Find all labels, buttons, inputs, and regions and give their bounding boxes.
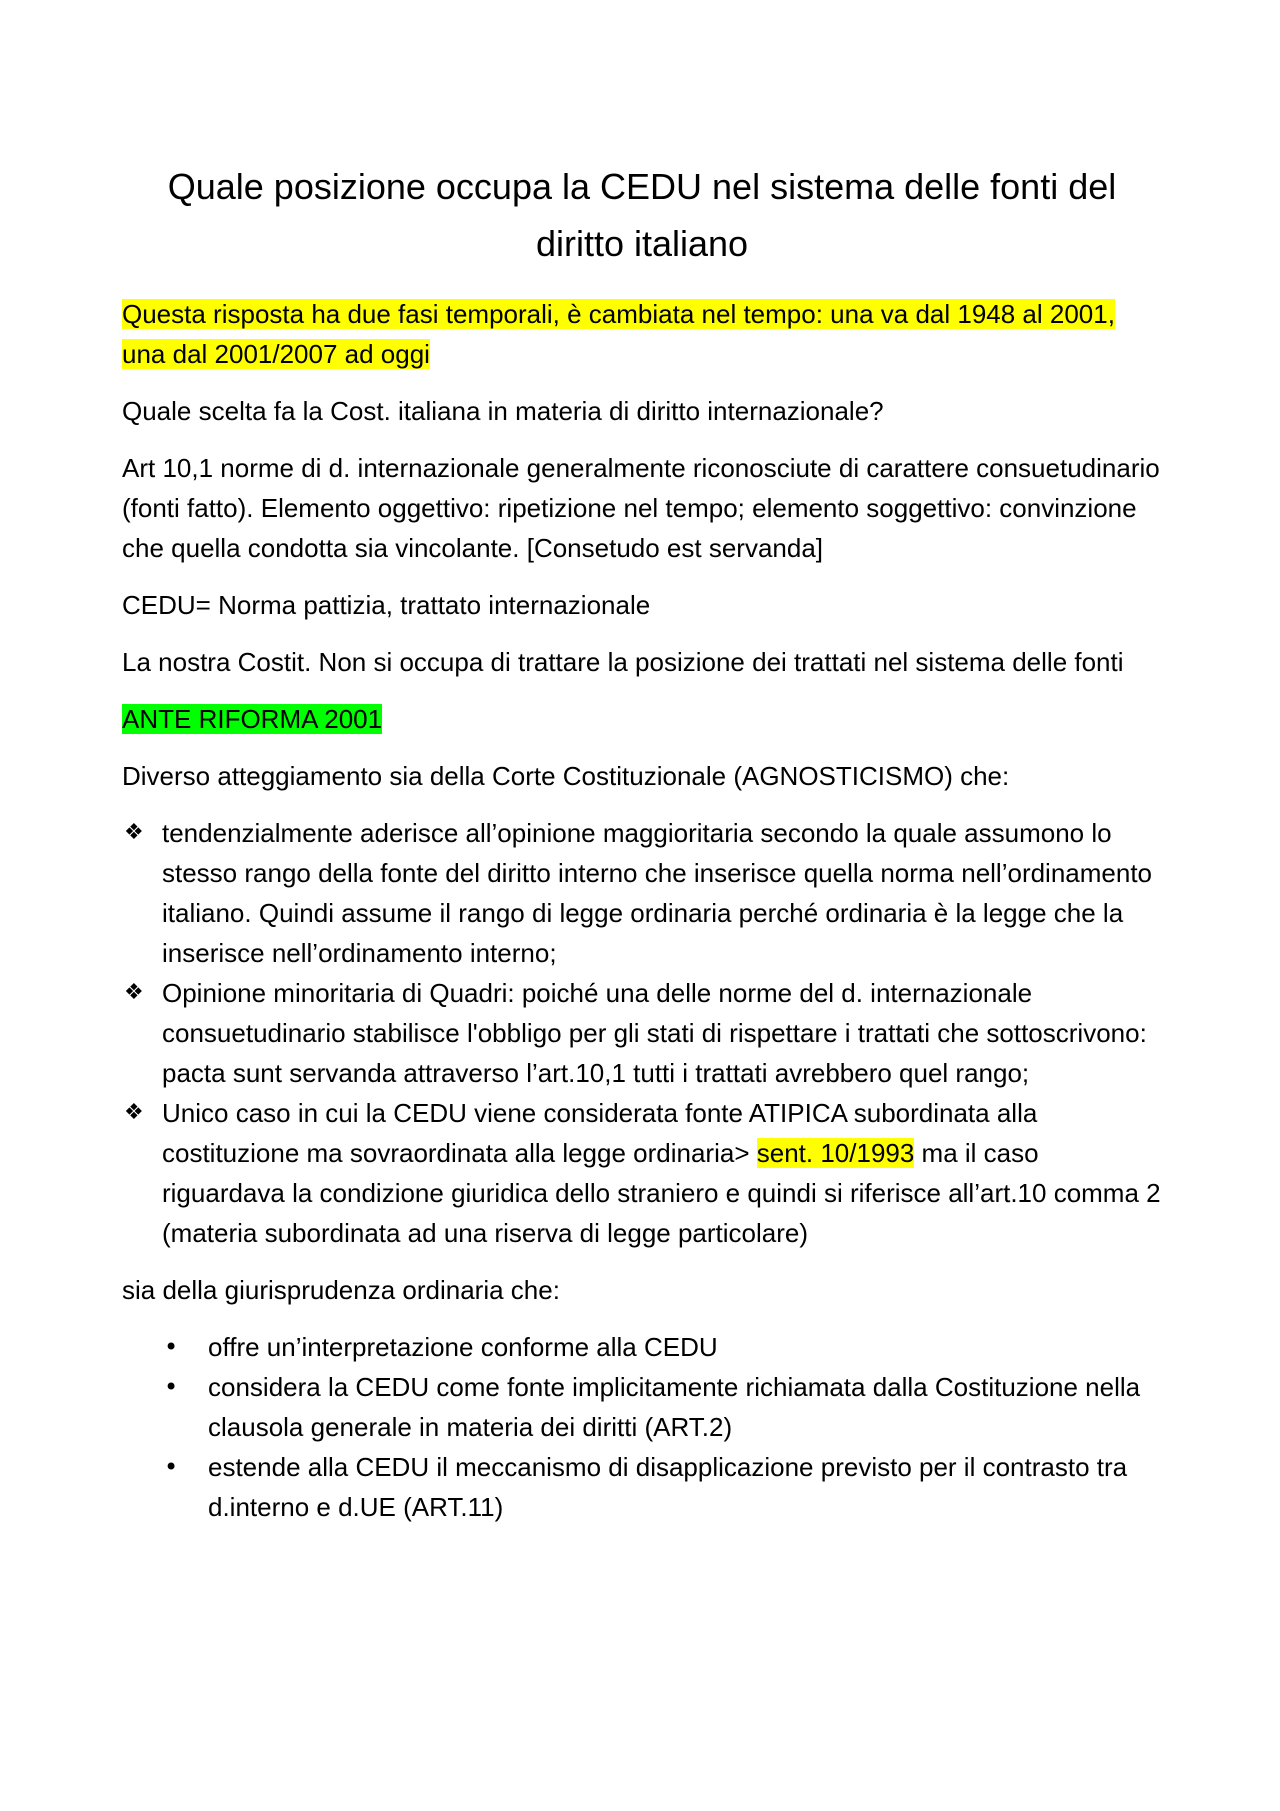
diamond-bullet-icon: ❖ [124, 980, 144, 1005]
list-item [162, 1327, 1162, 1367]
intro-paragraph [122, 294, 1162, 374]
document-title: Quale posizione occupa la CEDU nel sistema delle fonti del diritto italiano [167, 166, 1117, 264]
corte-paragraph: Diverso atteggiamento sia della Corte Costituzionale (AGNOSTICISMO) che: [122, 761, 1010, 791]
list-item-text-after: ma il caso riguardava la condizione giuridica dello straniero e quindi si riferisce all’art.10 comma 2 (materia subordinata ad una riserva di legge particolare) [162, 1138, 1161, 1248]
diamond-bullet-list [122, 813, 1162, 1253]
ante-riforma-heading: ANTE RIFORMA 2001 [122, 704, 383, 734]
diamond-bullet-icon: ❖ [124, 820, 144, 845]
art-10-paragraph: Art 10,1 norme di d. internazionale generalmente riconosciute di carattere consuetudinario (fonti fatto). Elemento oggettivo: ripetizione nel tempo; elemento soggettivo: convinzione che quella condotta sia vincolante. [Consetudo est servanda] [122, 453, 1160, 563]
list-item-text: tendenzialmente aderisce all’opinione maggioritaria secondo la quale assumono lo stesso rango della fonte del diritto interno che inserisce quella norma nell’ordinamento italiano. Quindi assume il rango di legge ordinaria perché ordinaria è la legge che la inserisce nell’ordinamento interno; [162, 818, 1153, 968]
list-item-text: Opinione minoritaria di Quadri: poiché una delle norme del d. internazionale consuetudinario stabilisce l'obbligo per gli stati di rispettare i trattati che sottoscrivono: pacta sunt servanda attraverso l’art.10,1 tutti i trattati avrebbero quel rango; [162, 978, 1147, 1088]
ante-riforma-heading-line [122, 699, 1162, 739]
list-item-text: considera la CEDU come fonte implicitamente richiamata dalla Costituzione nella clausola generale in materia dei diritti (ART.2) [208, 1372, 1141, 1442]
costituzione-paragraph: La nostra Costit. Non si occupa di trattare la posizione dei trattati nel sistema delle fonti [122, 647, 1124, 677]
list-item [122, 813, 1162, 973]
highlighted-intro: Questa risposta ha due fasi temporali, è cambiata nel tempo: una va dal 1948 al 2001, una dal 2001/2007 ad oggi [122, 299, 1115, 369]
list-item [162, 1447, 1162, 1527]
cedu-definition-paragraph: CEDU= Norma pattizia, trattato internazionale [122, 590, 651, 620]
diamond-bullet-icon: ❖ [124, 1100, 144, 1125]
list-item [122, 1093, 1162, 1253]
list-item-text: offre un’interpretazione conforme alla CEDU [208, 1332, 718, 1362]
dot-bullet-icon: • [164, 1453, 179, 1481]
list-item-text: estende alla CEDU il meccanismo di disapplicazione previsto per il contrasto tra d.interno e d.UE (ART.11) [208, 1452, 1128, 1522]
list-item-text-before: Unico caso in cui la CEDU viene considerata fonte ATIPICA subordinata alla costituzione ma sovraordinata alla legge ordinaria> [162, 1098, 1038, 1168]
dot-bullet-icon: • [164, 1373, 179, 1401]
giurisprudenza-paragraph: sia della giurisprudenza ordinaria che: [122, 1275, 560, 1305]
list-item [162, 1367, 1162, 1447]
highlighted-sentenza: sent. 10/1993 [756, 1138, 915, 1168]
question-paragraph: Quale scelta fa la Cost. italiana in materia di diritto internazionale? [122, 396, 884, 426]
dot-bullet-icon: • [164, 1333, 179, 1361]
list-item [122, 973, 1162, 1093]
dot-bullet-list [162, 1327, 1162, 1527]
document-body [122, 158, 1162, 1527]
